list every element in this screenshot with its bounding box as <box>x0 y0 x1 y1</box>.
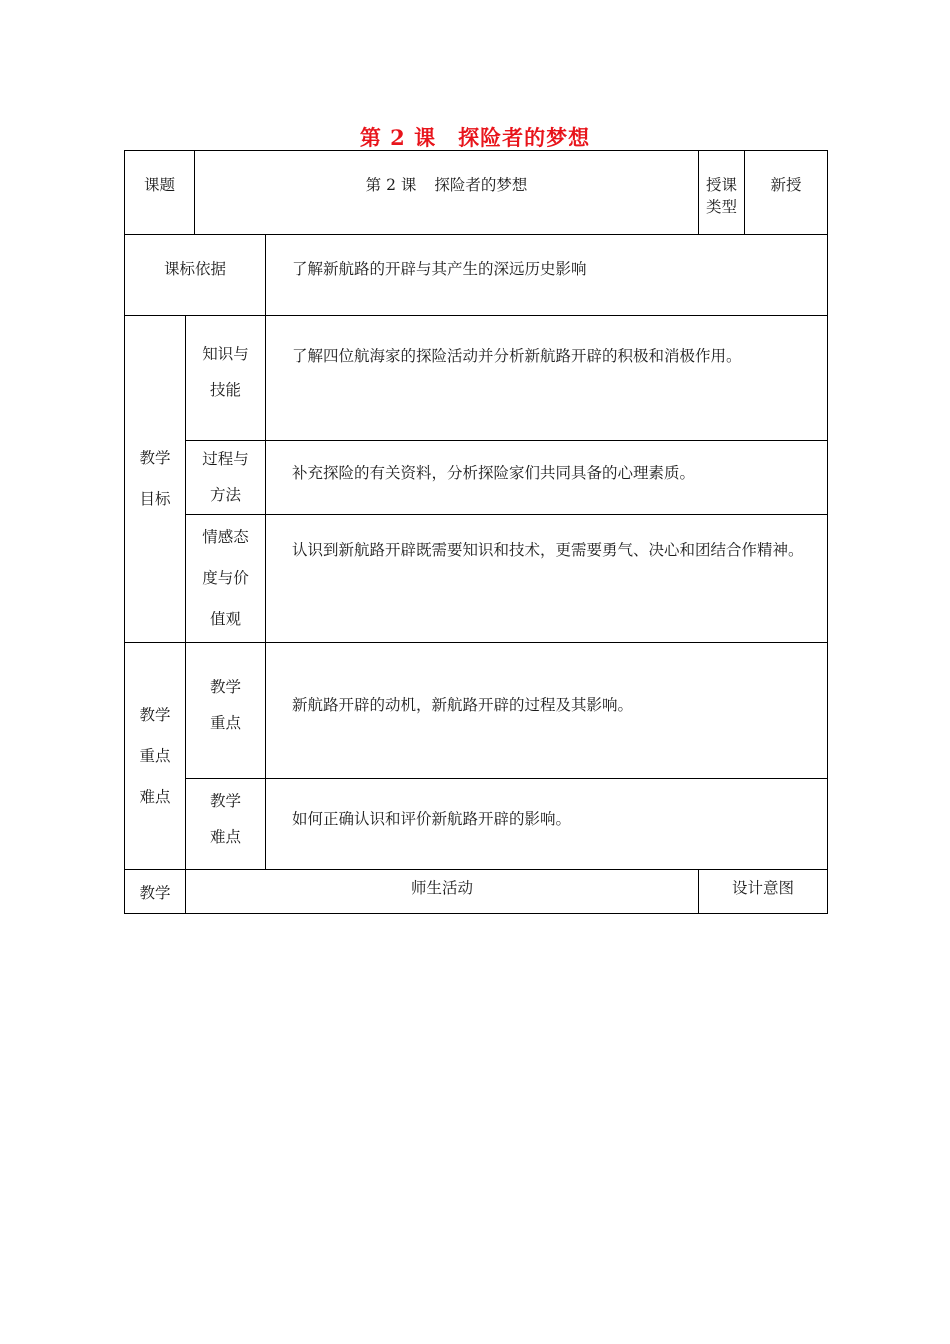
process-row-label: 教学 <box>139 883 171 902</box>
page-title: 第 2 课 探险者的梦想 <box>359 125 591 150</box>
process-content-cell <box>266 441 828 515</box>
emotion-label-line-2: 度与价 <box>202 569 249 587</box>
process-content: 补充探险的有关资料，分析探险家们共同具备的心理素质。 <box>292 464 696 482</box>
knowledge-content: 了解四位航海家的探险活动并分析新航路开辟的积极和消极作用。 <box>292 347 742 365</box>
standard-content: 了解新航路的开辟与其产生的深远历史影响 <box>292 260 587 278</box>
knowledge-label-line-2: 技能 <box>210 381 242 399</box>
lesson-type-label: 授课类型 <box>706 176 738 216</box>
process-label-line-2: 方法 <box>210 486 242 504</box>
key-point-label-line-1: 教学 <box>210 678 242 696</box>
standard-label-cell <box>125 235 266 316</box>
process-label-cell <box>186 441 266 515</box>
key-point-label-cell <box>186 643 266 779</box>
activity-header: 师生活动 <box>411 879 474 897</box>
topic-label-cell <box>125 151 195 235</box>
intent-header: 设计意图 <box>732 879 795 897</box>
lesson-type-label-cell <box>699 151 745 235</box>
lesson-number: 第 2 课 <box>365 176 417 194</box>
knowledge-label-line-1: 知识与 <box>202 345 249 363</box>
knowledge-label-cell <box>186 316 266 441</box>
goals-label-line-2: 目标 <box>139 490 171 508</box>
process-row-label-cell <box>125 870 186 914</box>
key-point-label-line-2: 重点 <box>210 714 242 732</box>
emotion-content: 认识到新航路开辟既需要知识和技术，更需要勇气、决心和团结合作精神。 <box>292 541 804 559</box>
emotion-content-cell <box>266 515 828 643</box>
focus-label-line-1: 教学 <box>139 705 171 724</box>
lesson-type-value-cell <box>745 151 828 235</box>
key-point-content-cell <box>266 643 828 779</box>
goals-label-cell <box>125 316 186 643</box>
key-point-content: 新航路开辟的动机，新航路开辟的过程及其影响。 <box>292 696 634 714</box>
focus-label-cell <box>125 643 186 870</box>
lesson-name: 探险者的梦想 <box>434 176 528 194</box>
process-label-line-1: 过程与 <box>202 450 249 468</box>
knowledge-content-cell <box>266 316 828 441</box>
lesson-plan-table <box>124 150 828 914</box>
difficult-point-content: 如何正确认识和评价新航路开辟的影响。 <box>292 810 572 828</box>
lesson-type-value: 新授 <box>770 176 802 194</box>
focus-label-line-3: 难点 <box>139 787 171 806</box>
topic-label: 课题 <box>144 176 176 194</box>
emotion-label-line-3: 值观 <box>210 610 242 628</box>
emotion-label-cell <box>186 515 266 643</box>
intent-header-cell <box>699 870 828 914</box>
topic-value-cell <box>195 151 699 235</box>
activity-header-cell <box>186 870 699 914</box>
difficult-point-content-cell <box>266 779 828 870</box>
standard-label: 课标依据 <box>164 260 227 278</box>
focus-label-line-2: 重点 <box>139 746 171 765</box>
difficult-point-label-cell <box>186 779 266 870</box>
emotion-label-line-1: 情感态 <box>202 528 249 546</box>
goals-label-line-1: 教学 <box>139 449 171 467</box>
difficult-point-label-line-2: 难点 <box>210 828 242 846</box>
standard-content-cell <box>266 235 828 316</box>
difficult-point-label-line-1: 教学 <box>210 792 242 810</box>
